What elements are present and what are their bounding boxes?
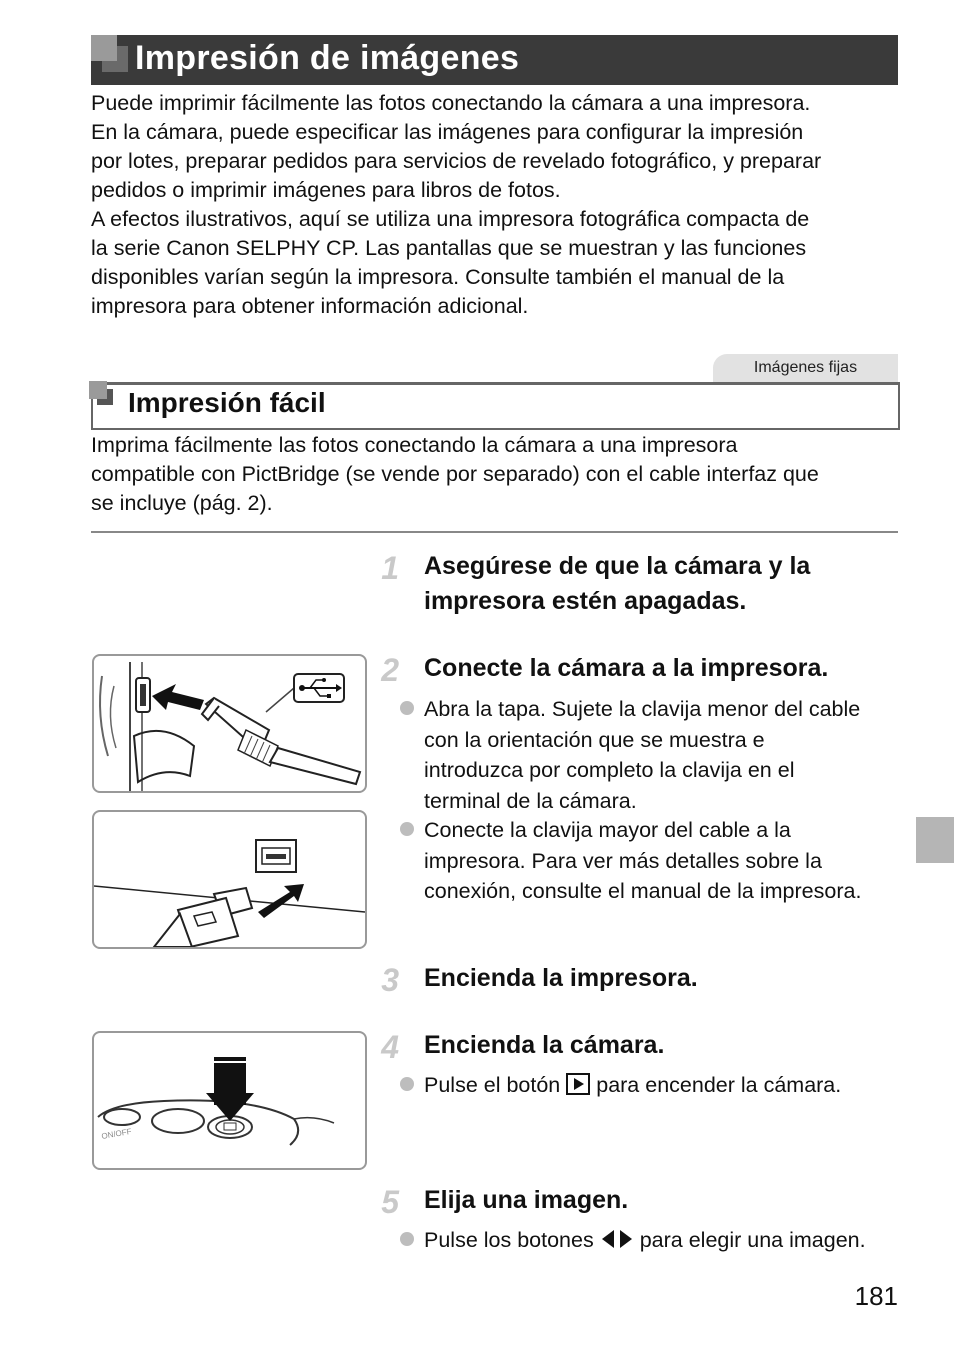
chapter-tab <box>916 817 954 863</box>
step-title-2: Conecte la cámara a la impresora. <box>424 654 829 682</box>
intro-line: pedidos o imprimir imágenes para libros de fotos. <box>91 178 561 202</box>
intro-line: impresora para obtener información adicional. <box>91 294 529 318</box>
step-title-5: Elija una imagen. <box>424 1186 629 1214</box>
camera-cable-drawing <box>94 656 365 791</box>
onoff-label: ON/OFF <box>100 1126 133 1141</box>
step-number-5: 5 <box>381 1184 399 1220</box>
bullet-dot <box>400 1232 414 1246</box>
bullet-dot <box>400 701 414 715</box>
bullet-text: para encender la cámara. <box>596 1073 842 1097</box>
intro-line: Puede imprimir fácilmente las fotos conectando la cámara a una impresora. <box>91 91 811 115</box>
step-title-line: impresora estén apagadas. <box>424 587 747 615</box>
bullet-line: impresora. Para ver más detalles sobre la <box>424 848 822 873</box>
step-5-bullet <box>424 1225 904 1256</box>
camera-top-drawing <box>94 1033 365 1168</box>
step-number-4: 4 <box>381 1029 399 1065</box>
step-title-3: Encienda la impresora. <box>424 964 698 992</box>
intro-line: En la cámara, puede especificar las imágenes para configurar la impresión <box>91 120 804 144</box>
bullet-text: para elegir una imagen. <box>639 1228 866 1252</box>
play-icon <box>566 1073 590 1095</box>
section-divider <box>91 531 898 533</box>
section-decor-square <box>89 381 107 399</box>
section-title: Impresión fácil <box>128 387 326 418</box>
step-2-bullet-2 <box>424 815 899 907</box>
section-line: Imprima fácilmente las fotos conectando la cámara a una impresora <box>91 433 738 457</box>
intro-line: disponibles varían según la impresora. Consulte también el manual de la <box>91 265 785 289</box>
title-decor-square-top <box>91 35 117 61</box>
step-title-line: Asegúrese de que la cámara y la <box>424 552 811 580</box>
bullet-dot <box>400 1077 414 1091</box>
printer-cable-drawing <box>94 812 365 947</box>
step-number-3: 3 <box>381 962 399 998</box>
section-paragraph <box>91 431 901 518</box>
bullet-line: introduzca por completo la clavija en el <box>424 758 795 782</box>
step-title-1 <box>424 549 904 619</box>
step-number-1: 1 <box>381 550 399 586</box>
step-2-bullet-1 <box>424 694 899 816</box>
page-number: 181 <box>854 1281 898 1311</box>
intro-paragraph <box>91 89 901 321</box>
bullet-line: terminal de la cámara. <box>424 788 637 813</box>
bullet-text: Pulse los botones <box>424 1228 594 1252</box>
intro-line: la serie Canon SELPHY CP. Las pantallas que se muestran y las funciones <box>91 236 807 260</box>
bullet-line: Abra la tapa. Sujete la clavija menor del cable <box>424 697 861 721</box>
intro-line: A efectos ilustrativos, aquí se utiliza una impresora fotográfica compacta de <box>91 207 810 231</box>
bullet-line: conexión, consulte el manual de la impresora. <box>424 879 862 903</box>
bullet-line: con la orientación que se muestra e <box>424 727 765 752</box>
camera-usb-illustration <box>92 654 367 793</box>
step-title-4: Encienda la cámara. <box>424 1031 665 1059</box>
intro-line: por lotes, preparar pedidos para servicios de revelado fotográfico, y preparar <box>91 149 822 173</box>
still-images-tag: Imágenes fijas <box>713 354 898 382</box>
step-number-2: 2 <box>381 652 399 688</box>
page-title: Impresión de imágenes <box>135 39 520 77</box>
bullet-text: Pulse el botón <box>424 1073 561 1097</box>
printer-usb-illustration <box>92 810 367 949</box>
section-line: compatible con PictBridge (se vende por separado) con el cable interfaz que <box>91 462 819 486</box>
bullet-dot <box>400 822 414 836</box>
left-right-arrows-icon <box>600 1228 634 1250</box>
bullet-line: Conecte la clavija mayor del cable a la <box>424 818 791 842</box>
power-button-illustration <box>92 1031 367 1170</box>
step-4-bullet <box>424 1070 904 1101</box>
section-line: se incluye (pág. 2). <box>91 491 273 515</box>
